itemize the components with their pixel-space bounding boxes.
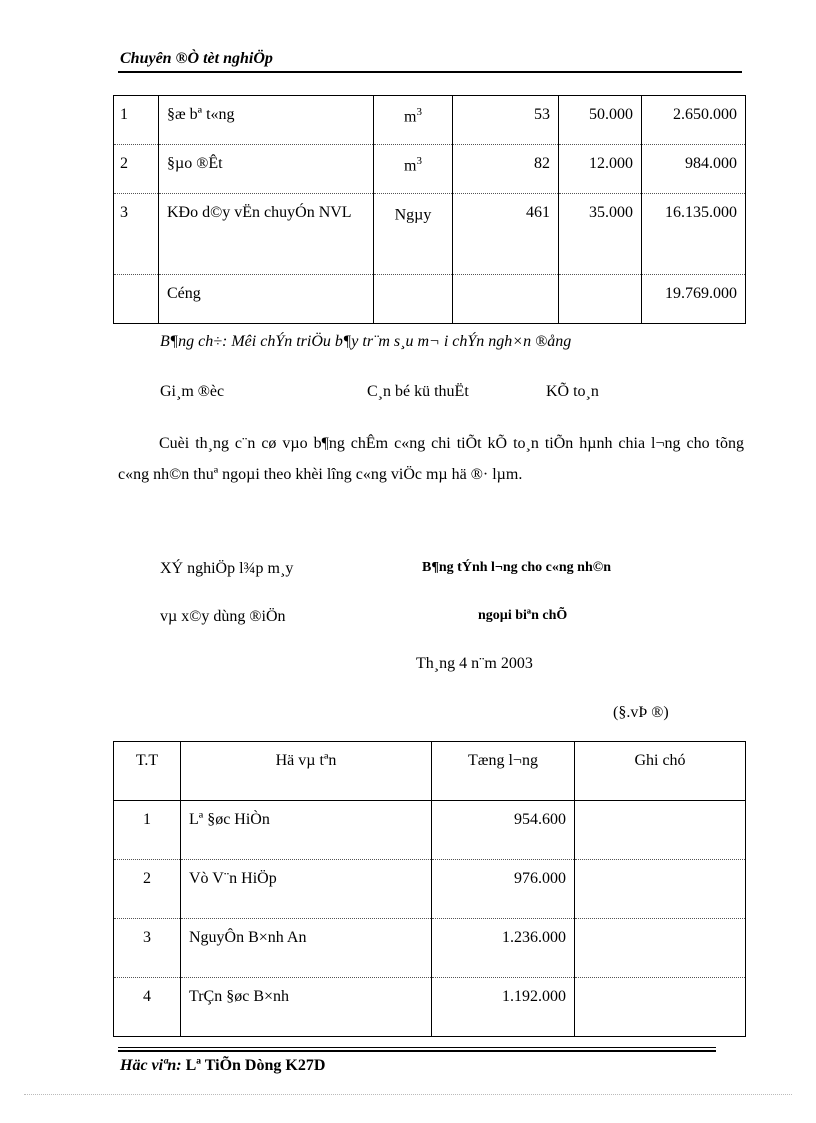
- table-row: [114, 194, 746, 275]
- signature-accountant: KÕ to¸n: [546, 383, 599, 400]
- worker-note: [575, 860, 746, 919]
- row-number: 4: [114, 978, 181, 1037]
- page-footer: [120, 1057, 325, 1075]
- item-unit: $m^3$: [374, 96, 453, 145]
- row-number: 2: [114, 860, 181, 919]
- header-note: Ghi chó: [575, 742, 746, 801]
- row-number: 1: [114, 96, 159, 145]
- cost-table: [113, 95, 746, 324]
- item-description: §µo ®Êt: [159, 145, 374, 194]
- page-edge: [24, 1094, 792, 1095]
- item-price: 12.000: [559, 145, 642, 194]
- company-name-line2: vµ x©y dùng ®iÖn: [160, 608, 286, 625]
- signature-engineer: C¸n bé kü thuËt: [367, 383, 469, 400]
- item-price: 50.000: [559, 96, 642, 145]
- item-unit: $m^3$: [374, 145, 453, 194]
- worker-total: 1.192.000: [432, 978, 575, 1037]
- item-amount: 16.135.000: [642, 194, 746, 275]
- row-number: 1: [114, 801, 181, 860]
- worker-note: [575, 801, 746, 860]
- table-total-row: [114, 275, 746, 324]
- row-number: 3: [114, 194, 159, 275]
- item-amount: 984.000: [642, 145, 746, 194]
- row-number: 3: [114, 919, 181, 978]
- total-label: Céng: [159, 275, 374, 324]
- table-header-row: [114, 742, 746, 801]
- worker-total: 976.000: [432, 860, 575, 919]
- header-tt: T.T: [114, 742, 181, 801]
- item-quantity: 53: [453, 96, 559, 145]
- worker-total: 954.600: [432, 801, 575, 860]
- item-price: [559, 275, 642, 324]
- table-row: [114, 96, 746, 145]
- table-row: [114, 919, 746, 978]
- worker-name: Lª §øc HiÒn: [181, 801, 432, 860]
- total-amount: 19.769.000: [642, 275, 746, 324]
- salary-table: [113, 741, 746, 1037]
- document-title-line1: B¶ng tÝnh l¬ng cho c«ng nh©n: [422, 560, 611, 575]
- item-quantity: 461: [453, 194, 559, 275]
- row-number: 2: [114, 145, 159, 194]
- company-name-line1: XÝ nghiÖp l¾p m¸y: [160, 560, 294, 577]
- worker-note: [575, 919, 746, 978]
- item-quantity: [453, 275, 559, 324]
- item-description: KÐo d©y vËn chuyÓn NVL: [159, 194, 374, 275]
- row-number: [114, 275, 159, 324]
- page-header-title: Chuyên ®Ò tèt nghiÖp: [120, 50, 273, 67]
- item-unit: [374, 275, 453, 324]
- document-date: Th¸ng 4 n¨m 2003: [416, 655, 533, 672]
- body-paragraph: Cuèi th¸ng c¨n cø vµo b¶ng chÊm c«ng chi tiÕt kÕ to¸n tiÕn hµnh chia l¬ng cho tõng c«ng nh©n thuª ngoµi theo khèi lîng c«ng viÖc mµ hä ®· lµm.: [118, 435, 744, 483]
- worker-note: [575, 978, 746, 1037]
- item-amount: 2.650.000: [642, 96, 746, 145]
- table-row: [114, 145, 746, 194]
- item-price: 35.000: [559, 194, 642, 275]
- table-row: [114, 860, 746, 919]
- footer-rule: [118, 1047, 716, 1048]
- worker-name: TrÇn §øc B×nh: [181, 978, 432, 1037]
- unit-note: (§.vÞ ®): [613, 704, 669, 721]
- worker-name: NguyÔn B×nh An: [181, 919, 432, 978]
- footer-rule: [118, 1050, 716, 1052]
- header-total: Tæng l¬ng: [432, 742, 575, 801]
- worker-name: Vò V¨n HiÖp: [181, 860, 432, 919]
- table-row: [114, 978, 746, 1037]
- item-description: §æ bª t«ng: [159, 96, 374, 145]
- header-name: Hä vµ tªn: [181, 742, 432, 801]
- footer-label: Häc viªn:: [120, 1057, 182, 1074]
- header-rule: [118, 71, 742, 73]
- item-quantity: 82: [453, 145, 559, 194]
- footer-student-name: Lª TiÕn Dòng K27D: [185, 1057, 326, 1074]
- signature-director: Gi¸m ®èc: [160, 383, 225, 400]
- document-title-line2: ngoµi biªn chÕ: [478, 608, 568, 623]
- worker-total: 1.236.000: [432, 919, 575, 978]
- item-unit: Ngµy: [374, 194, 453, 275]
- amount-in-words: B¶ng ch÷: Mêi chÝn triÖu b¶y tr¨m s¸u m¬ i chÝn ngh×n ®ång: [160, 333, 572, 350]
- table-row: [114, 801, 746, 860]
